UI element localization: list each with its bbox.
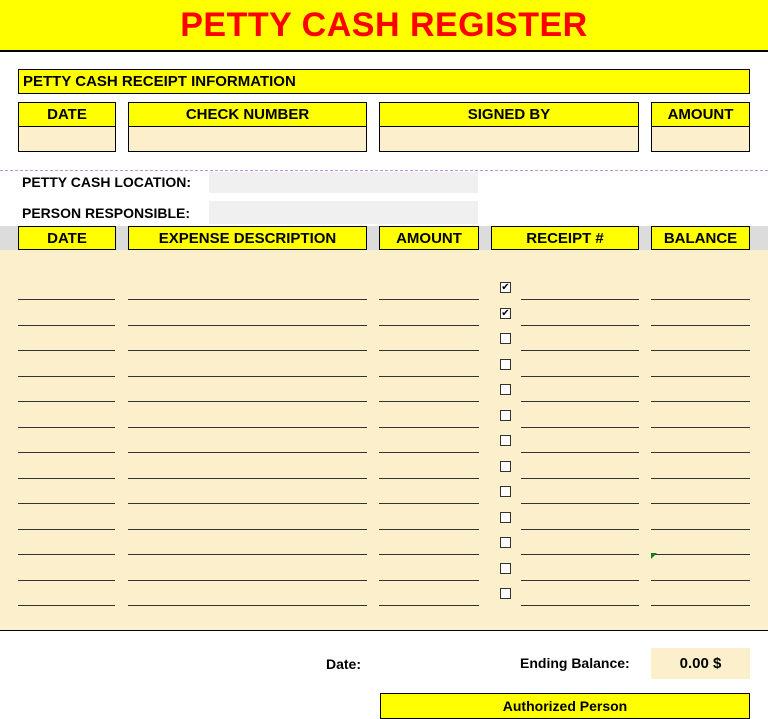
row-13-receipt-line[interactable] <box>521 605 639 606</box>
row-5-description-line[interactable] <box>128 401 367 402</box>
footer-date-label: Date: <box>326 656 362 672</box>
row-5-receipt-line[interactable] <box>521 401 639 402</box>
row-9-date-line[interactable] <box>18 503 115 504</box>
authorized-person-field[interactable]: Authorized Person <box>380 693 750 719</box>
row-9-balance-line[interactable] <box>651 503 750 504</box>
person-responsible-field[interactable] <box>209 201 478 224</box>
row-13-date-line[interactable] <box>18 605 115 606</box>
row-9-amount-line[interactable] <box>379 503 479 504</box>
row-8-date-line[interactable] <box>18 478 115 479</box>
register-body <box>0 250 768 631</box>
row-1-balance-line[interactable] <box>651 299 750 300</box>
register-balance-header: BALANCE <box>651 226 750 250</box>
row-10-balance-line[interactable] <box>651 529 750 530</box>
register-amount-header: AMOUNT <box>379 226 479 250</box>
location-label: PETTY CASH LOCATION: <box>22 174 192 190</box>
row-11-receipt-checkbox[interactable] <box>500 537 511 548</box>
row-8-balance-line[interactable] <box>651 478 750 479</box>
row-7-balance-line[interactable] <box>651 452 750 453</box>
row-6-balance-line[interactable] <box>651 427 750 428</box>
title-bar <box>0 0 768 52</box>
row-12-receipt-checkbox[interactable] <box>500 563 511 574</box>
row-11-description-line[interactable] <box>128 554 367 555</box>
row-4-balance-line[interactable] <box>651 376 750 377</box>
ending-balance-label: Ending Balance: <box>520 655 630 671</box>
row-3-description-line[interactable] <box>128 350 367 351</box>
row-5-amount-line[interactable] <box>379 401 479 402</box>
row-9-receipt-checkbox[interactable] <box>500 486 511 497</box>
row-10-amount-line[interactable] <box>379 529 479 530</box>
row-7-receipt-checkbox[interactable] <box>500 435 511 446</box>
row-6-receipt-line[interactable] <box>521 427 639 428</box>
row-13-receipt-checkbox[interactable] <box>500 588 511 599</box>
row-8-receipt-line[interactable] <box>521 478 639 479</box>
row-2-receipt-checkbox[interactable]: ✔ <box>501 308 510 319</box>
row-2-date-line[interactable] <box>18 325 115 326</box>
row-2-amount-line[interactable] <box>379 325 479 326</box>
ending-balance-value: 0.00 $ <box>651 648 750 679</box>
location-field[interactable] <box>209 172 478 193</box>
row-12-receipt-line[interactable] <box>521 580 639 581</box>
row-6-description-line[interactable] <box>128 427 367 428</box>
register-date-header: DATE <box>18 226 116 250</box>
row-4-amount-line[interactable] <box>379 376 479 377</box>
row-8-receipt-checkbox[interactable] <box>500 461 511 472</box>
cell-comment-marker <box>651 553 657 559</box>
row-13-description-line[interactable] <box>128 605 367 606</box>
row-1-date-line[interactable] <box>18 299 115 300</box>
row-10-date-line[interactable] <box>18 529 115 530</box>
row-6-amount-line[interactable] <box>379 427 479 428</box>
row-3-amount-line[interactable] <box>379 350 479 351</box>
row-11-balance-line[interactable] <box>651 554 750 555</box>
row-5-date-line[interactable] <box>18 401 115 402</box>
page-break-divider <box>0 170 768 171</box>
row-1-description-line[interactable] <box>128 299 367 300</box>
receipt-signed-by-header: SIGNED BY <box>379 102 639 127</box>
row-6-date-line[interactable] <box>18 427 115 428</box>
receipt-info-heading: PETTY CASH RECEIPT INFORMATION <box>18 69 750 94</box>
row-1-amount-line[interactable] <box>379 299 479 300</box>
receipt-amount-header: AMOUNT <box>651 102 750 127</box>
row-4-receipt-line[interactable] <box>521 376 639 377</box>
row-5-receipt-checkbox[interactable] <box>500 384 511 395</box>
receipt-date-header: DATE <box>18 102 116 127</box>
row-7-date-line[interactable] <box>18 452 115 453</box>
row-2-description-line[interactable] <box>128 325 367 326</box>
row-3-balance-line[interactable] <box>651 350 750 351</box>
row-3-receipt-checkbox[interactable] <box>500 333 511 344</box>
receipt-amount-field[interactable] <box>651 126 750 152</box>
row-2-balance-line[interactable] <box>651 325 750 326</box>
row-12-description-line[interactable] <box>128 580 367 581</box>
register-description-header: EXPENSE DESCRIPTION <box>128 226 367 250</box>
row-12-amount-line[interactable] <box>379 580 479 581</box>
row-9-description-line[interactable] <box>128 503 367 504</box>
receipt-signed-by-field[interactable] <box>379 126 639 152</box>
person-responsible-label: PERSON RESPONSIBLE: <box>22 205 191 221</box>
row-1-receipt-line[interactable] <box>521 299 639 300</box>
row-1-receipt-checkbox[interactable]: ✔ <box>501 282 510 293</box>
row-7-amount-line[interactable] <box>379 452 479 453</box>
receipt-date-field[interactable] <box>18 126 116 152</box>
row-13-amount-line[interactable] <box>379 605 479 606</box>
row-10-receipt-checkbox[interactable] <box>500 512 511 523</box>
row-3-date-line[interactable] <box>18 350 115 351</box>
row-8-amount-line[interactable] <box>379 478 479 479</box>
receipt-check-number-header: CHECK NUMBER <box>128 102 367 127</box>
row-6-receipt-checkbox[interactable] <box>500 410 511 421</box>
row-12-balance-line[interactable] <box>651 580 750 581</box>
row-11-date-line[interactable] <box>18 554 115 555</box>
row-7-description-line[interactable] <box>128 452 367 453</box>
row-7-receipt-line[interactable] <box>521 452 639 453</box>
row-12-date-line[interactable] <box>18 580 115 581</box>
row-4-date-line[interactable] <box>18 376 115 377</box>
page-title: PETTY CASH REGISTER <box>180 5 588 44</box>
row-13-balance-line[interactable] <box>651 605 750 606</box>
row-8-description-line[interactable] <box>128 478 367 479</box>
row-11-amount-line[interactable] <box>379 554 479 555</box>
row-4-description-line[interactable] <box>128 376 367 377</box>
row-10-receipt-line[interactable] <box>521 529 639 530</box>
receipt-check-number-field[interactable] <box>128 126 367 152</box>
row-3-receipt-line[interactable] <box>521 350 639 351</box>
row-2-receipt-line[interactable] <box>521 325 639 326</box>
row-5-balance-line[interactable] <box>651 401 750 402</box>
row-11-receipt-line[interactable] <box>521 554 639 555</box>
row-10-description-line[interactable] <box>128 529 367 530</box>
register-receipt-header: RECEIPT # <box>491 226 639 250</box>
row-9-receipt-line[interactable] <box>521 503 639 504</box>
row-4-receipt-checkbox[interactable] <box>500 359 511 370</box>
